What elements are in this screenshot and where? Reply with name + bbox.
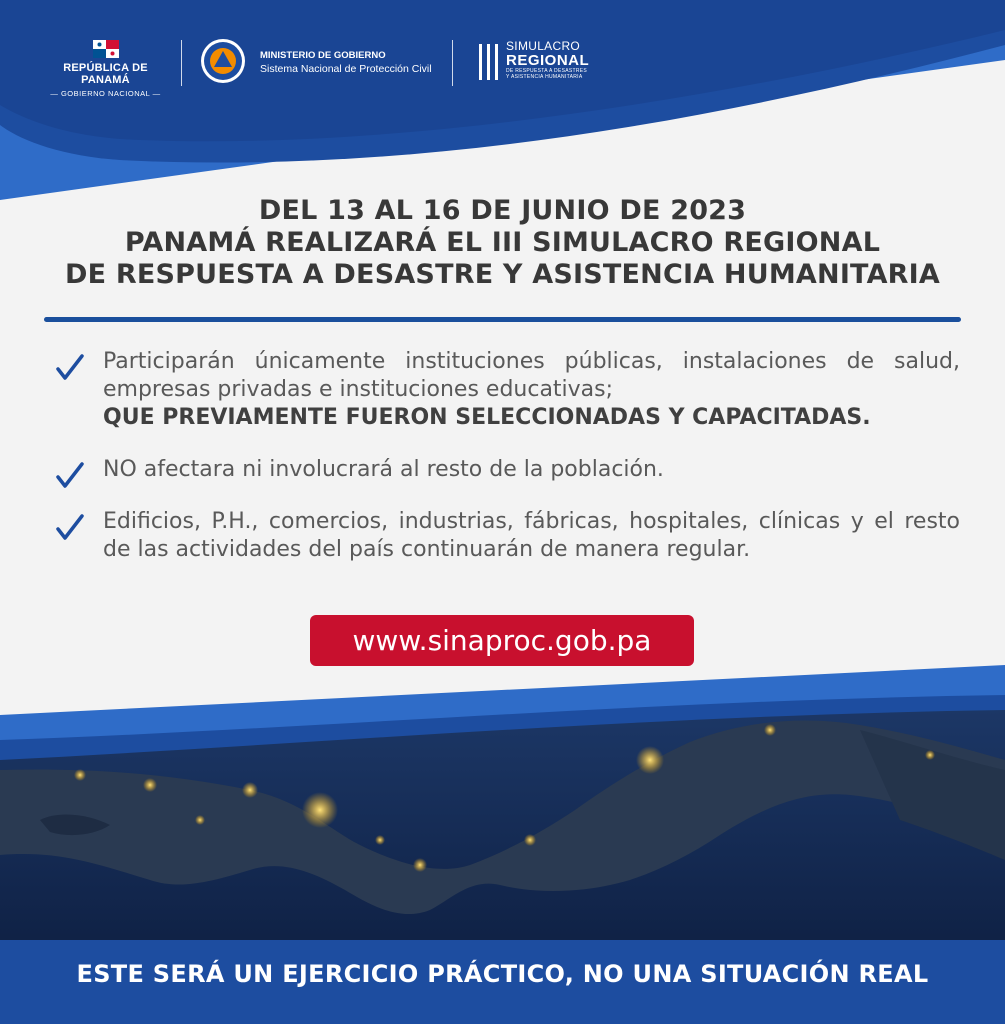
simulacro-line3a: DE RESPUESTA A DESASTRES	[506, 68, 588, 74]
bullet-text	[103, 348, 960, 432]
website-link-button[interactable]: www.sinaproc.gob.pa	[310, 615, 694, 666]
ministry-name: MINISTERIO DE GOBIERNO	[260, 50, 386, 61]
header-logos	[0, 30, 1005, 100]
bullet-body: NO afectara ni involucrará al resto de la población.	[103, 457, 664, 482]
ministry-block	[260, 50, 432, 75]
simulacro-text	[506, 40, 616, 80]
government-name: REPÚBLICA DE PANAMÁ	[63, 62, 148, 86]
sinaproc-seal-icon	[200, 38, 246, 84]
simulacro-line2: REGIONAL	[506, 52, 590, 69]
divider	[452, 40, 453, 86]
list-item	[55, 456, 960, 484]
title-line2: PANAMÁ REALIZARÁ EL III SIMULACRO REGIONAL	[124, 227, 881, 258]
simulacro-line1: SIMULACRO	[506, 39, 581, 53]
bullet-text	[103, 456, 960, 484]
check-icon	[55, 460, 85, 490]
bullet-emphasis: QUE PREVIAMENTE FUERON SELECCIONADAS Y CAPACITADAS.	[103, 405, 871, 430]
footer-message: ESTE SERÁ UN EJERCICIO PRÁCTICO, NO UNA SITUACIÓN REAL	[76, 960, 929, 988]
bullet-body: Edificios, P.H., comercios, industrias, fábricas, hospitales, clínicas y el resto de las actividades del país continuarán de manera regular.	[103, 509, 960, 562]
check-icon	[55, 512, 85, 542]
panama-flag-icon	[93, 40, 119, 58]
divider	[181, 40, 182, 86]
title-underline	[44, 317, 961, 322]
list-item	[55, 508, 960, 564]
list-item	[55, 348, 960, 432]
title-line1: DEL 13 AL 16 DE JUNIO DE 2023	[258, 195, 747, 226]
ministry-subtitle: Sistema Nacional de Protección Civil	[260, 63, 432, 75]
bullet-list	[55, 348, 960, 588]
simulacro-line3b: Y ASISTENCIA HUMANITARIA	[506, 74, 583, 80]
government-logo	[38, 40, 173, 98]
bullet-text	[103, 508, 960, 564]
title-line3: DE RESPUESTA A DESASTRE Y ASISTENCIA HUMANITARIA	[64, 259, 941, 290]
government-subtitle: — GOBIERNO NACIONAL —	[50, 89, 161, 98]
check-icon	[55, 352, 85, 382]
roman-numeral-icon	[478, 44, 500, 80]
page-title	[0, 195, 1005, 291]
bullet-body: Participarán únicamente instituciones públicas, instalaciones de salud, empresas privadas e instituciones educativas;	[103, 349, 960, 402]
